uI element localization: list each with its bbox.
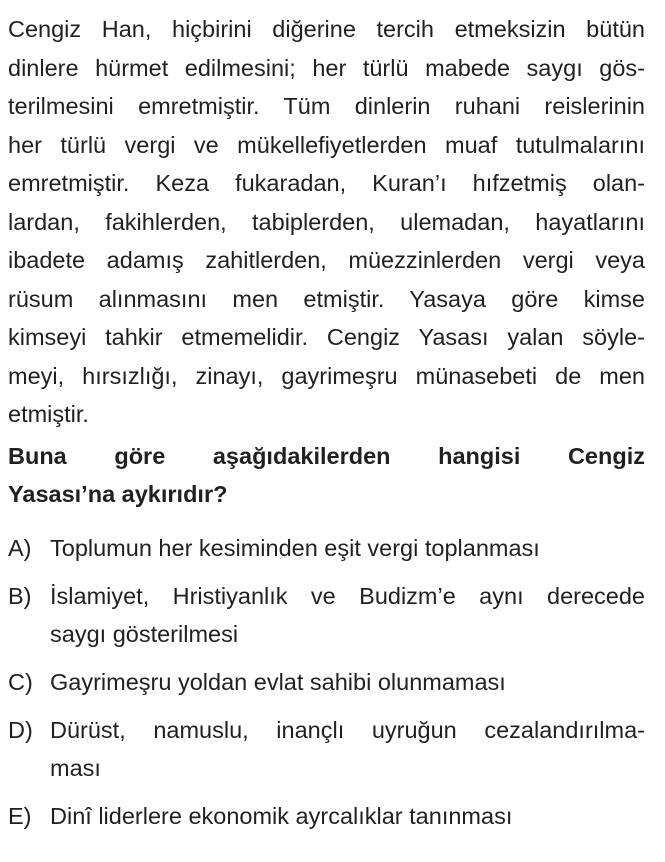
passage-line: meyi, hırsızlığı, zinayı, gayrimeşru münasebeti de men	[8, 362, 645, 389]
option-text	[50, 577, 645, 653]
passage-line: dinlere hürmet edilmesini; her türlü mabede saygı gös-	[8, 54, 645, 81]
option-c[interactable]	[8, 663, 645, 701]
passage-line: Cengiz Han, hiçbirini diğerine tercih etmeksizin bütün	[8, 16, 645, 42]
option-text	[50, 663, 645, 701]
option-line: Dürüst, namuslu, inançlı uyruğun cezalandırılma-	[50, 716, 645, 743]
option-line: saygı gösterilmesi	[50, 620, 239, 647]
option-d[interactable]	[8, 711, 645, 787]
passage-line: etmiştir.	[8, 401, 89, 427]
passage-text	[8, 10, 645, 434]
answer-options	[8, 529, 645, 835]
option-line: ması	[50, 754, 101, 781]
passage-line: emretmiştir. Keza fukaradan, Kuran’ı hıfzetmiş olan-	[8, 170, 645, 196]
option-letter: E)	[8, 802, 32, 829]
option-text	[50, 797, 645, 835]
passage-line: lardan, fakihlerden, tabiplerden, ulemadan, hayatlarını	[8, 208, 645, 235]
option-letter: D)	[8, 716, 33, 743]
option-line: Toplumun her kesiminden eşit vergi toplanması	[50, 534, 540, 561]
passage-line: ibadete adamış zahitlerden, müezzinlerden vergi veya	[8, 247, 645, 273]
option-b[interactable]	[8, 577, 645, 653]
question-stem	[8, 437, 645, 513]
option-e[interactable]	[8, 797, 645, 835]
passage-line: kimseyi tahkir etmemelidir. Cengiz Yasası yalan söyle-	[8, 324, 645, 350]
passage-line: her türlü vergi ve mükellefiyetlerden muaf tutulmalarını	[8, 131, 645, 158]
option-letter: A)	[8, 534, 32, 561]
option-a[interactable]	[8, 529, 645, 567]
passage-line: rüsum alınmasını men etmiştir. Yasaya göre kimse	[8, 285, 645, 312]
option-line: Dinî liderlere ekonomik ayrcalıklar tanınması	[50, 802, 513, 829]
option-text	[50, 529, 645, 567]
question-line: Yasası’na aykırıdır?	[8, 480, 228, 507]
passage-line: terilmesini emretmiştir. Tüm dinlerin ruhani reislerinin	[8, 93, 645, 119]
option-letter: B)	[8, 582, 32, 609]
question-line: Buna göre aşağıdakilerden hangisi Cengiz	[8, 442, 645, 469]
option-line: İslamiyet, Hristiyanlık ve Budizm’e aynı derecede	[50, 582, 645, 609]
option-text	[50, 711, 645, 787]
option-letter: C)	[8, 668, 33, 695]
option-line: Gayrimeşru yoldan evlat sahibi olunmaması	[50, 668, 506, 695]
